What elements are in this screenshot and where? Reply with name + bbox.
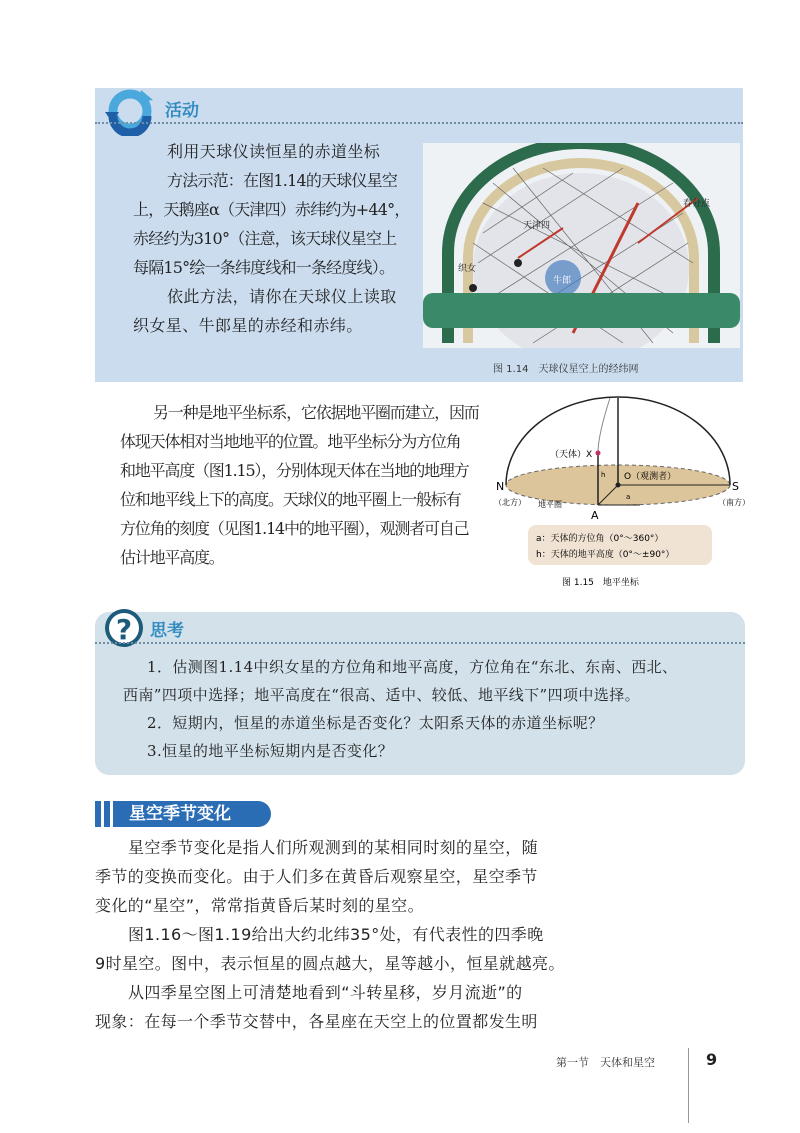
paragraph-line: 从四季星空图上可清楚地看到“斗转星移，岁月流逝”的 xyxy=(128,983,523,1002)
label-deneb: 天津四 xyxy=(523,221,551,231)
north-label: N xyxy=(496,480,505,493)
paragraph-line: 体现天体相对当地地平的位置。地平坐标分为方位角 xyxy=(120,432,461,451)
legend-azimuth: a：天体的方位角（0°～360°） xyxy=(536,534,664,544)
paragraph-line: 方位角的刻度（见图1.14中的地平圈），观测者可自己 xyxy=(120,519,469,538)
paragraph-line: 季节的变换而变化。由于人们多在黄昏后观察星空，星空季节 xyxy=(95,867,538,886)
south-label: S xyxy=(732,480,739,493)
paragraph-line: 9时星空。图中，表示恒星的圆点越大，星等越小，恒星就越亮。 xyxy=(95,954,565,973)
activity-line: 依此方法，请你在天球仪上读取 xyxy=(167,287,397,306)
celestial-globe-photo xyxy=(423,143,740,348)
activity-line: 赤经约为310°（注意，该天球仪星空上 xyxy=(133,229,397,248)
label-altair: 牛郎 xyxy=(553,276,572,286)
altitude-label: h xyxy=(601,471,606,479)
paragraph-line: 现象：在每一个季节交替中，各星座在天空上的位置都发生明 xyxy=(95,1012,538,1031)
paragraph-line: 另一种是地平坐标系，它依据地平圈而建立，因而 xyxy=(153,403,479,422)
activity-line: 上，天鹅座α（天津四）赤纬约为+44°， xyxy=(133,200,410,219)
think-box xyxy=(95,612,745,775)
svg-text:?: ? xyxy=(115,613,133,646)
question-line: 2．短期内，恒星的赤道坐标是否变化？太阳系天体的赤道坐标呢？ xyxy=(147,714,604,732)
observer-label: O（观测者） xyxy=(624,472,677,482)
activity-line: 利用天球仪读恒星的赤道坐标 xyxy=(167,142,381,161)
point-a-label: A xyxy=(591,509,599,522)
figure-caption: 图 1.15 地平坐标 xyxy=(562,578,639,588)
paragraph-line: 图1.16～图1.19给出大约北纬35°处，有代表性的四季晚 xyxy=(128,925,544,944)
paragraph-line: 估计地平高度。 xyxy=(120,548,224,567)
horizon-coordinate-diagram xyxy=(490,395,752,600)
question-line: 1．估测图1.14中织女星的方位角和地平高度，方位角在“东北、东南、西北、 xyxy=(147,658,678,676)
label-vernal-equinox: 春分点 xyxy=(683,199,711,209)
horizon-circle-label: 地平圈 xyxy=(538,500,562,509)
north-sub-label: （北方） xyxy=(494,498,526,507)
question-line: 西南”四项中选择；地平高度在“很高、适中、较低、地平线下”四项中选择。 xyxy=(123,686,641,704)
paragraph-line: 和地平高度（图1.15），分别体现天体在当地的地理方 xyxy=(120,461,469,480)
activity-title: 活动 xyxy=(165,101,199,121)
chapter-footer: 第一节 天体和星空 xyxy=(556,1056,655,1069)
label-vega: 织女 xyxy=(458,264,477,274)
dotted-divider xyxy=(95,122,743,124)
paragraph-line: 星空季节变化是指人们所观测到的某相同时刻的星空，随 xyxy=(128,838,539,857)
think-title: 思考 xyxy=(150,621,184,641)
cycle-arrows-icon xyxy=(103,86,157,136)
paragraph-line: 变化的“星空”，常常指黄昏后某时刻的星空。 xyxy=(95,896,424,915)
dotted-divider xyxy=(95,642,745,644)
legend-altitude: h：天体的地平高度（0°～±90°） xyxy=(536,550,675,560)
activity-line: 织女星、牛郎星的赤经和赤纬。 xyxy=(133,316,363,335)
figure-caption: 图 1.14 天球仪星空上的经纬网 xyxy=(493,364,639,375)
paragraph-line: 位和地平线上下的高度。天球仪的地平圈上一般标有 xyxy=(120,490,461,509)
celestial-body-label: （天体）X xyxy=(550,450,593,460)
south-sub-label: （南方） xyxy=(718,498,750,507)
activity-line: 每隔15°绘一条纬度线和一条经度线）。 xyxy=(133,258,395,277)
footer-divider xyxy=(688,1048,689,1123)
activity-line: 方法示范：在图1.14的天球仪星空 xyxy=(167,171,398,190)
question-line: 3.恒星的地平坐标短期内是否变化？ xyxy=(147,742,394,760)
azimuth-label: a xyxy=(626,493,631,501)
page-number: 9 xyxy=(706,1050,718,1069)
section-title: 星空季节变化 xyxy=(113,801,271,827)
